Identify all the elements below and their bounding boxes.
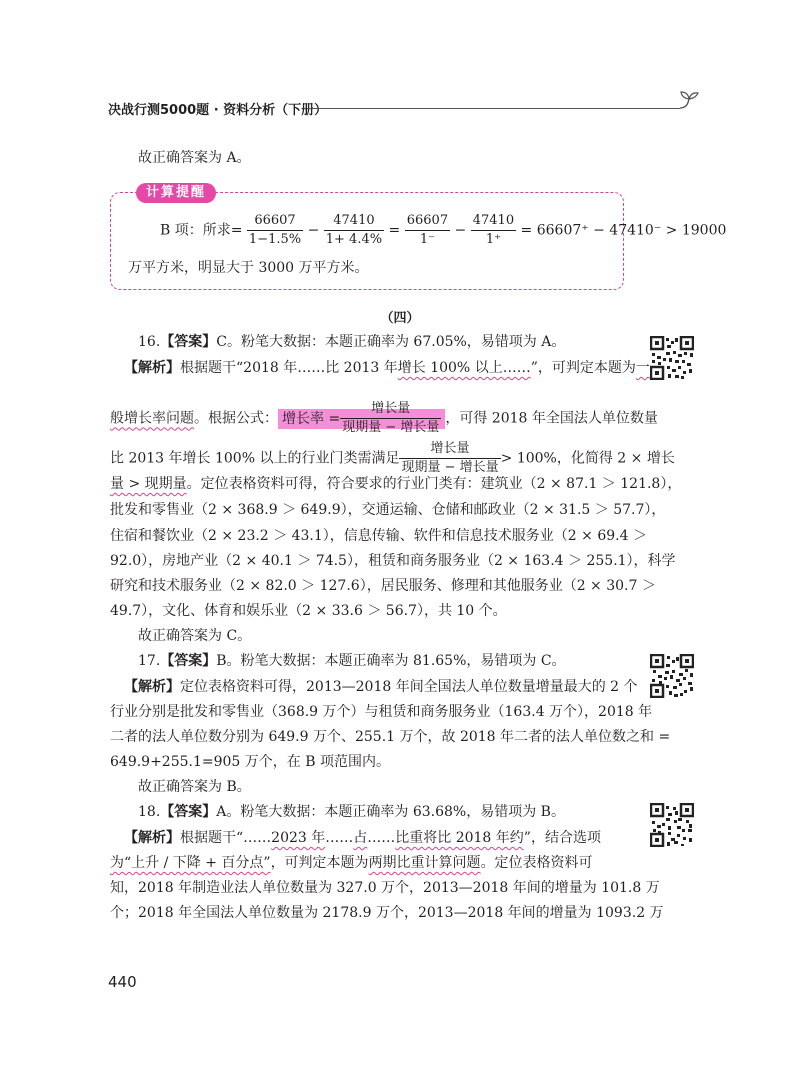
text: 。定位表格资料可 <box>480 855 593 871</box>
fraction-denominator: 现期量 − 增长量 <box>342 420 440 435</box>
qr-code-icon[interactable] <box>650 803 694 847</box>
q17-analysis-line2: 行业分别是批发和零售业（368.9 万个）与租赁和商务服务业（163.4 万个），2018 年 <box>110 704 653 720</box>
q17-analysis-tag: 【解析】 <box>124 679 180 695</box>
tip-prefix: B 项：所求= <box>160 222 243 239</box>
q16-answer-tag: 【答案】 <box>160 334 217 350</box>
fraction-numerator: 增长量 <box>340 400 441 419</box>
text: 根据题干“2018 年……比 2013 年 <box>180 360 398 376</box>
fraction <box>247 212 303 249</box>
text: 根据题干“…… <box>180 830 272 846</box>
fraction-numerator: 47410 <box>324 212 384 231</box>
q18-analysis-line2 <box>110 853 593 873</box>
q17-analysis-line1 <box>124 677 638 697</box>
header-rule <box>308 108 680 109</box>
key-phrase: 占 <box>353 830 368 846</box>
fraction <box>399 440 500 477</box>
fraction-numerator: 66607 <box>405 212 450 231</box>
q18-analysis-tag: 【解析】 <box>124 830 180 846</box>
q16-analysis-line4 <box>110 474 681 494</box>
fraction-denominator: 1⁻ <box>419 232 435 247</box>
calc-tip-formula <box>160 212 726 249</box>
formula-lhs: 增长率 = <box>282 410 341 427</box>
q18-answer-tag: 【答案】 <box>160 804 217 820</box>
q18-number: 18. <box>138 804 161 820</box>
q17-analysis-line3: 二者的法人单位数分别为 649.9 万个、255.1 万个，故 2018 年二者的法人单位数之和 = <box>110 729 671 745</box>
q18-answer-text: A。粉笔大数据：本题正确率为 63.68%，易错项为 B。 <box>216 804 565 820</box>
q17-analysis-line4: 649.9+255.1=905 万个，在 B 项范围内。 <box>110 754 390 770</box>
fraction-numerator: 47410 <box>471 212 516 231</box>
fraction <box>340 400 441 437</box>
q16-analysis-line8: 研究和技术服务业（2 × 82.0 ＞ 127.6），居民服务、修理和其他服务业（2 × 30.7 ＞ <box>110 578 656 594</box>
q16-analysis-line5: 批发和零售业（2 × 368.9 ＞ 649.9），交通运输、仓储和邮政业（2 × 31.5 ＞ 57.7）， <box>110 502 666 518</box>
q16-analysis-line6: 住宿和餐饮业（2 × 23.2 ＞ 43.1），信息传输、软件和信息技术服务业（2 × 69.4 ＞ <box>110 528 647 544</box>
key-phrase: 为“上升 / 下降 + 百分点” <box>110 855 271 871</box>
minus-sign: − <box>307 222 320 239</box>
q16-answer-line <box>138 332 565 352</box>
calc-tip-line2: 万平方米，明显大于 3000 万平方米。 <box>128 260 369 276</box>
fraction-denominator: 1+ 4.4% <box>325 232 383 247</box>
fraction <box>471 212 516 249</box>
q18-answer-line <box>138 802 565 822</box>
text: ”，结合选项 <box>523 830 601 846</box>
q16-analysis-line1 <box>124 358 650 378</box>
text: 。定位表格资料可得，符合要求的行业门类有：建筑业（2 × 87.1 ＞ 121.8）， <box>186 476 682 492</box>
sprout-icon <box>676 90 702 114</box>
text: ，可判定本题为 <box>270 855 369 871</box>
minus-sign: − <box>454 222 467 239</box>
equals-sign: = <box>388 222 401 239</box>
growth-rate-formula <box>278 401 445 435</box>
fraction-denominator: 1−1.5% <box>248 232 302 247</box>
key-phrase: 两期比重计算问题 <box>368 855 481 871</box>
qr-code-icon[interactable] <box>650 336 694 380</box>
text: 定位表格资料可得，2013—2018 年间全国法人单位数量增量最大的 2 个 <box>180 679 638 695</box>
q16-analysis-line2 <box>110 400 658 437</box>
section-heading: （四） <box>380 311 420 326</box>
page-number: 440 <box>108 973 137 991</box>
q17-answer-line <box>138 651 566 671</box>
key-phrase: 增长 100% 以上…… <box>397 360 531 376</box>
fraction-denominator: 1⁺ <box>485 232 501 247</box>
q18-analysis-line4: 个；2018 年全国法人单位数量为 2178.9 万个，2013—2018 年间的增量为 1093.2 万 <box>110 905 664 921</box>
key-phrase: 2023 年 <box>271 830 326 846</box>
q16-analysis-line7: 92.0），房地产业（2 × 40.1 ＞ 74.5），租赁和商务服务业（2 × 163.4 ＞ 255.1），科学 <box>110 553 676 569</box>
q17-answer-tag: 【答案】 <box>160 653 217 669</box>
text: 比 2013 年增长 100% 以上的行业门类需满足 <box>110 450 400 467</box>
text: ，可得 2018 年全国法人单位数量 <box>445 410 658 427</box>
running-header: 决战行测5000题 · 资料分析（下册） <box>108 103 328 118</box>
tip-tail: = 66607⁺ − 47410⁻ > 19000 <box>520 222 727 239</box>
q16-analysis-tag: 【解析】 <box>124 360 180 376</box>
q17-number: 17. <box>138 653 161 669</box>
key-phrase: 量 > 现期量 <box>110 476 187 492</box>
text: ”，可判定本题为 <box>530 360 636 376</box>
text: 。根据公式： <box>194 410 278 427</box>
q18-analysis-line1 <box>124 828 601 848</box>
key-phrase: 比重将比 2018 年约 <box>395 830 524 846</box>
fraction-numerator: 66607 <box>247 212 303 231</box>
fraction <box>405 212 450 249</box>
q17-answer-text: B。粉笔大数据：本题正确率为 81.65%，易错项为 C。 <box>216 653 566 669</box>
fraction-numerator: 增长量 <box>399 440 500 459</box>
q16-analysis-line3 <box>110 440 675 477</box>
text: > 100%，化简得 2 × 增长 <box>500 450 675 467</box>
key-phrase: 般增长率问题 <box>110 410 194 427</box>
text: …… <box>325 830 354 846</box>
key-phrase: 一 <box>635 360 650 376</box>
calc-tip-label: 计算提醒 <box>136 183 216 203</box>
fraction-denominator: 现期量 − 增长量 <box>401 460 499 475</box>
q17-final-answer: 故正确答案为 B。 <box>138 779 251 795</box>
text: …… <box>367 830 396 846</box>
intro-answer: 故正确答案为 A。 <box>138 150 251 166</box>
q16-number: 16. <box>138 334 161 350</box>
q16-analysis-line9: 49.7），文化、体育和娱乐业（2 × 33.6 ＞ 56.7），共 10 个。 <box>110 603 507 619</box>
q16-final-answer: 故正确答案为 C。 <box>138 628 252 644</box>
q16-answer-text: C。粉笔大数据：本题正确率为 67.05%，易错项为 A。 <box>216 334 566 350</box>
qr-code-icon[interactable] <box>650 654 694 698</box>
fraction <box>324 212 384 249</box>
q18-analysis-line3: 知，2018 年制造业法人单位数量为 327.0 万个，2013—2018 年间的增量为 101.8 万 <box>110 880 660 896</box>
